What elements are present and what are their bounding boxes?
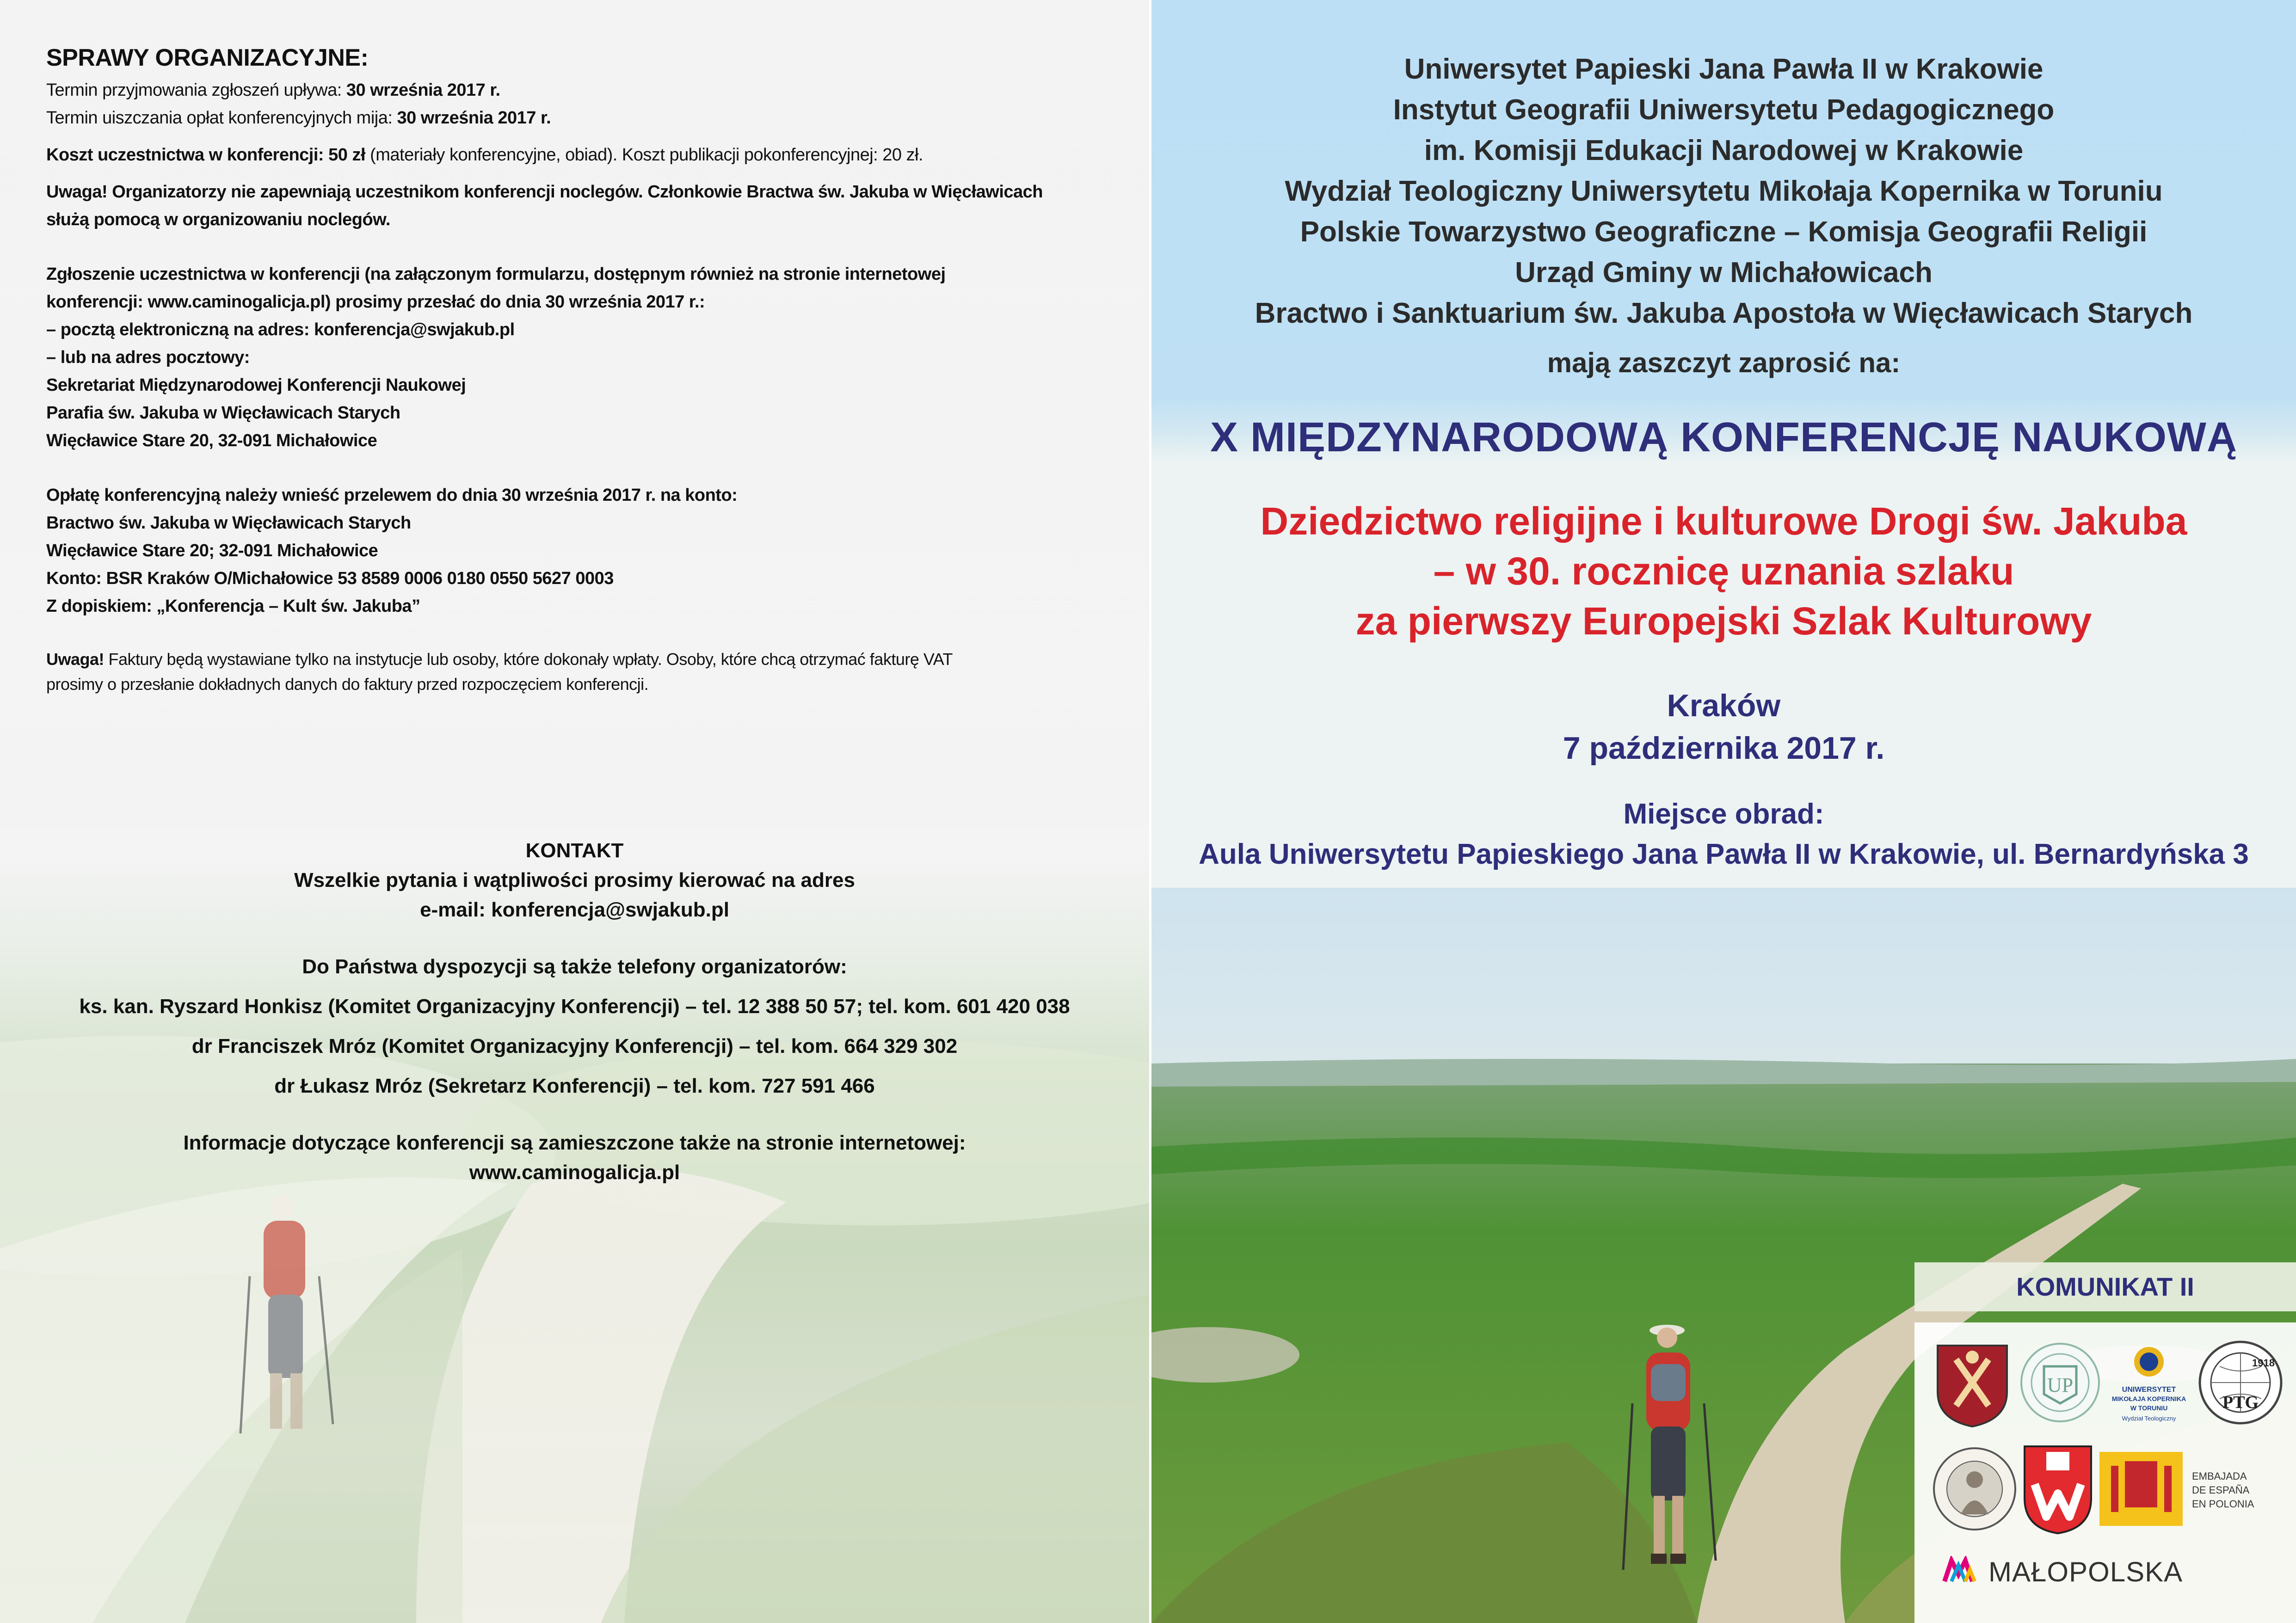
ptg-logo	[2197, 1339, 2284, 1426]
contact-heading: KONTAKT	[525, 839, 624, 862]
michalowice-logo	[2021, 1443, 2095, 1535]
venue-address: Aula Uniwersytetu Papieskiego Jana Pawła II w Krakowie, ul. Bernardyńska 3	[1199, 838, 2249, 870]
invite-line: mają zaszczyt zaprosić na:	[1547, 347, 1901, 378]
registration-line: konferencji: www.caminogalicja.pl) prosimy przesłać do dnia 30 września 2017 r.:	[46, 292, 705, 312]
contact-section	[0, 836, 1149, 1187]
svg-text:UP: UP	[2047, 1374, 2074, 1396]
invoice-note-line1: Uwaga! Faktury będą wystawiane tylko na instytucje lub osoby, które dokonały wpłaty. Osoby, które chcą otrzymać fakturę VAT	[46, 650, 953, 669]
organizational-heading: SPRAWY ORGANIZACYJNE:	[46, 44, 369, 71]
conference-title: X MIĘDZYNARODOWĄ KONFERENCJĘ NAUKOWĄ	[1210, 414, 2237, 461]
organizational-section	[46, 44, 1110, 697]
komunikat-label: KOMUNIKAT II	[1914, 1262, 2296, 1311]
conference-city: Kraków	[1667, 688, 1781, 723]
registration-line: – pocztą elektroniczną na adres: konferencja@swjakub.pl	[46, 320, 515, 339]
payment-line: Opłatę konferencyjną należy wnieść przelewem do dnia 30 września 2017 r. na konto:	[46, 486, 738, 505]
svg-text:PTG: PTG	[2222, 1393, 2259, 1412]
info-line: Informacje dotyczące konferencji są zamieszczone także na stronie internetowej:	[183, 1131, 966, 1154]
conference-subtitle-line: – w 30. rocznicę uznania szlaku	[1433, 549, 2014, 593]
cost-info: Koszt uczestnictwa w konferencji: 50 zł (materiały konferencyjne, obiad). Koszt publikacji pokonferencyjnej: 20 zł.	[46, 145, 923, 165]
svg-text:W TORUNIU: W TORUNIU	[2130, 1404, 2168, 1412]
institution-line: Polskie Towarzystwo Geograficzne – Komisja Geografii Religii	[1300, 216, 2148, 248]
accommodation-warning-line1: Uwaga! Organizatorzy nie zapewniają uczestnikom konferencji noclegów. Członkowie Bractwa św. Jakuba w Więcławicach	[46, 182, 1043, 202]
spain-embassy-logo	[2099, 1443, 2257, 1535]
institution-line: im. Komisji Edukacji Narodowej w Krakowie	[1424, 135, 2024, 166]
malopolska-icon	[1942, 1556, 1984, 1584]
svg-text:UNIWERSYTET: UNIWERSYTET	[2122, 1386, 2176, 1394]
bractwo-seal-logo	[1931, 1445, 2019, 1533]
payment-line: Z dopiskiem: „Konferencja – Kult św. Jakuba”	[46, 596, 420, 616]
conference-subtitle-line: Dziedzictwo religijne i kulturowe Drogi św. Jakuba	[1260, 499, 2187, 543]
website-link[interactable]: www.caminogalicja.pl	[469, 1161, 680, 1184]
institution-line: Uniwersytet Papieski Jana Pawła II w Krakowie	[1404, 53, 2044, 85]
accommodation-warning-line2: służą pomocą w organizowaniu noclegów.	[46, 210, 390, 229]
svg-text:Wydział Teologiczny: Wydział Teologiczny	[2122, 1415, 2176, 1422]
registration-line: Parafia św. Jakuba w Więcławicach Starych	[46, 403, 400, 423]
payment-line: Bractwo św. Jakuba w Więcławicach Starych	[46, 513, 411, 533]
contact-email[interactable]: e-mail: konferencja@swjakub.pl	[420, 898, 729, 921]
deadline-payment: Termin uiszczania opłat konferencyjnych mija: 30 września 2017 r.	[46, 108, 551, 128]
invoice-note-line2: prosimy o przesłanie dokładnych danych do faktury przed rozpoczęciem konferencji.	[46, 675, 649, 694]
hiker-figure	[1619, 1320, 1730, 1579]
svg-text:DE ESPAÑA: DE ESPAÑA	[2192, 1484, 2250, 1496]
institution-line: Bractwo i Sanktuarium św. Jakuba Apostoła w Więcławicach Starych	[1255, 297, 2193, 329]
payment-line: Konto: BSR Kraków O/Michałowice 53 8589 0006 0180 0550 5627 0003	[46, 569, 614, 588]
payment-line: Więcławice Stare 20; 32-091 Michałowice	[46, 541, 378, 560]
registration-line: Więcławice Stare 20, 32-091 Michałowice	[46, 431, 377, 450]
umk-logo	[2106, 1341, 2192, 1429]
institution-line: Wydział Teologiczny Uniwersytetu Mikołaja Kopernika w Toruniu	[1285, 175, 2163, 207]
venue-label: Miejsce obrad:	[1623, 798, 1824, 830]
sponsor-logos-box	[1914, 1322, 2296, 1623]
malopolska-logo-text: MAŁOPOLSKA	[1988, 1556, 2183, 1587]
up-university-logo	[2019, 1341, 2102, 1424]
contact-line: Wszelkie pytania i wątpliwości prosimy kierować na adres	[294, 869, 855, 891]
phones-intro: Do Państwa dyspozycji są także telefony organizatorów:	[302, 955, 847, 978]
institution-line: Urząd Gminy w Michałowicach	[1515, 257, 1933, 289]
registration-line: Sekretariat Międzynarodowej Konferencji Naukowej	[46, 375, 466, 395]
svg-text:MIKOŁAJA KOPERNIKA: MIKOŁAJA KOPERNIKA	[2111, 1395, 2186, 1402]
phone-line: ks. kan. Ryszard Honkisz (Komitet Organizacyjny Konferencji) – tel. 12 388 50 57; tel. kom. 601 420 038	[79, 995, 1070, 1018]
svg-text:1918: 1918	[2252, 1357, 2275, 1369]
conference-date: 7 października 2017 r.	[1563, 731, 1885, 766]
registration-line: – lub na adres pocztowy:	[46, 348, 250, 367]
phone-line: dr Łukasz Mróz (Sekretarz Konferencji) – tel. kom. 727 591 466	[274, 1075, 875, 1097]
svg-text:EN POLONIA: EN POLONIA	[2192, 1498, 2254, 1510]
svg-text:EMBAJADA: EMBAJADA	[2192, 1470, 2247, 1482]
left-hiker-figure	[231, 1184, 351, 1443]
registration-line: Zgłoszenie uczestnictwa w konferencji (na załączonym formularzu, dostępnym również na stronie internetowej	[46, 264, 946, 284]
deadline-applications: Termin przyjmowania zgłoszeń upływa: 30 września 2017 r.	[46, 80, 500, 100]
papal-university-logo	[1933, 1341, 2012, 1429]
conference-subtitle-line: za pierwszy Europejski Szlak Kulturowy	[1355, 599, 2092, 643]
phone-line: dr Franciszek Mróz (Komitet Organizacyjny Konferencji) – tel. kom. 664 329 302	[191, 1035, 958, 1057]
institution-line: Instytut Geografii Uniwersytetu Pedagogicznego	[1393, 94, 2055, 126]
